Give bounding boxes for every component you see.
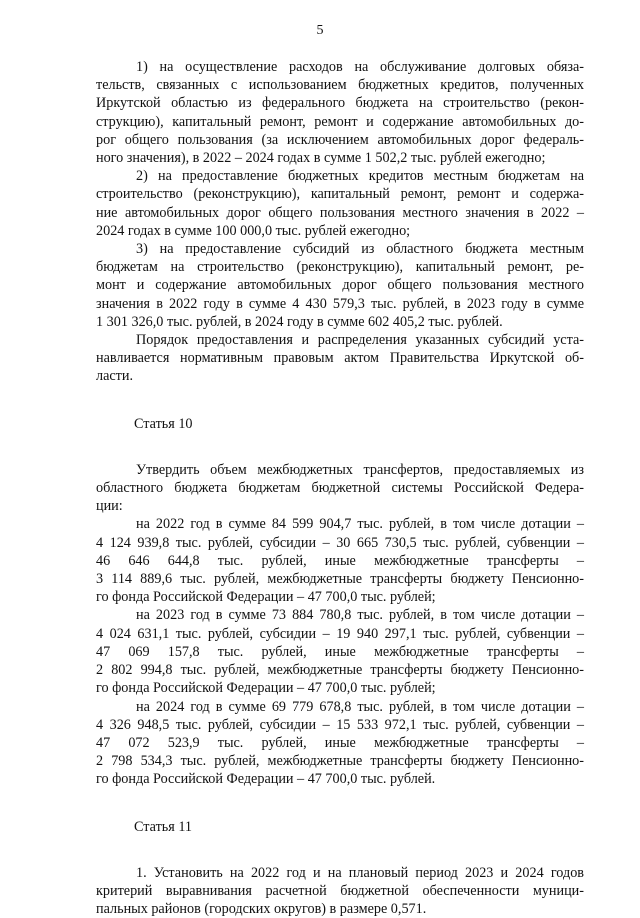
- text-line: 47 072 523,9 тыс. рублей, иные межбюджетные трансферты –: [96, 734, 584, 751]
- paragraph-equalization-criterion: [96, 864, 584, 918]
- text-line: Порядок предоставления и распределения указанных субсидий уста-: [136, 332, 584, 349]
- text-line: 3) на предоставление субсидий из областного бюджета местным: [136, 241, 584, 258]
- text-line: 2024 годах в сумме 100 000,0 тыс. рублей ежегодно;: [96, 222, 411, 239]
- page-number: 5: [316, 23, 324, 38]
- text-line: Иркутской областью из федерального бюджета на строительство (рекон-: [96, 95, 584, 112]
- text-line: 2 802 994,8 тыс. рублей, межбюджетные трансферты бюджету Пенсионно-: [96, 662, 584, 679]
- text-line: 4 024 631,1 тыс. рублей, субсидии – 19 940 297,1 тыс. рублей, субвенции –: [96, 625, 584, 642]
- paragraph-transfers-2024: [96, 698, 584, 789]
- text-line: го фонда Российской Федерации – 47 700,0 тыс. рублей.: [96, 771, 436, 788]
- text-line: 47 069 157,8 тыс. рублей, иные межбюджетные трансферты –: [96, 643, 584, 660]
- text-line: 4 124 939,8 тыс. рублей, субсидии – 30 665 730,5 тыс. рублей, субвенции –: [96, 534, 584, 551]
- text-line: ного значения), в 2022 – 2024 годах в сумме 1 502,2 тыс. рублей ежегодно;: [96, 150, 546, 167]
- text-line: бюджетам на строительство (реконструкцию), капитальный ремонт, ре-: [96, 259, 584, 276]
- text-line: 2 798 534,3 тыс. рублей, межбюджетные трансферты бюджету Пенсионно-: [96, 753, 584, 770]
- text-line: на 2023 год в сумме 73 884 780,8 тыс. рублей, в том числе дотации –: [136, 607, 584, 624]
- article-10-heading: Статья 10: [134, 415, 193, 432]
- text-line: 3 114 889,6 тыс. рублей, межбюджетные трансферты бюджету Пенсионно-: [96, 571, 584, 588]
- text-line: 2) на предоставление бюджетных кредитов местным бюджетам на: [136, 168, 584, 185]
- text-line: на 2022 год в сумме 84 599 904,7 тыс. рублей, в том числе дотации –: [136, 516, 584, 533]
- text-line: ние автомобильных дорог общего пользования местного значения в 2022 –: [96, 204, 584, 221]
- text-line: строительство (реконструкцию), капитальный ремонт, ремонт и содержа-: [96, 186, 584, 203]
- paragraph-procedure: [96, 331, 584, 386]
- document-body: [96, 58, 584, 918]
- paragraph-transfers-intro: [96, 461, 584, 516]
- paragraph-budget-credits: [96, 167, 584, 240]
- text-line: тельств, связанных с использованием бюджетных кредитов, полученных: [96, 77, 584, 94]
- text-line: навливается нормативным правовым актом Правительства Иркутской об-: [96, 350, 584, 367]
- text-line: 4 326 948,5 тыс. рублей, субсидии – 15 533 972,1 тыс. рублей, субвенции –: [96, 716, 584, 733]
- text-line: монт и содержание автомобильных дорог общего пользования местного: [96, 277, 584, 294]
- text-line: 1) на осуществление расходов на обслуживание долговых обяза-: [136, 59, 584, 75]
- text-line: 1. Установить на 2022 год и на плановый период 2023 и 2024 годов: [136, 864, 584, 881]
- text-line: Утвердить объем межбюджетных трансфертов, предоставляемых из: [136, 461, 584, 478]
- article-11-heading: Статья 11: [134, 818, 192, 835]
- text-line: го фонда Российской Федерации – 47 700,0 тыс. рублей;: [96, 680, 436, 697]
- paragraph-transfers-2023: [96, 606, 584, 697]
- text-line: ции:: [96, 498, 123, 515]
- paragraph-transfers-2022: [96, 515, 584, 606]
- text-line: рог общего пользования (за исключением автомобильных дорог федераль-: [96, 131, 584, 148]
- text-line: на 2024 год в сумме 69 779 678,8 тыс. рублей, в том числе дотации –: [136, 698, 584, 715]
- text-line: струкцию), капитальный ремонт, ремонт и содержание автомобильных до-: [96, 113, 584, 130]
- paragraph-debt-service: [96, 58, 584, 167]
- text-line: значения в 2022 году в сумме 4 430 579,3 тыс. рублей, в 2023 году в сумме: [96, 295, 584, 312]
- text-line: пальных районов (городских округов) в размере 0,571.: [96, 901, 427, 918]
- text-line: областного бюджета бюджетам бюджетной системы Российской Федера-: [96, 480, 584, 497]
- text-line: ласти.: [96, 368, 134, 385]
- text-line: го фонда Российской Федерации – 47 700,0 тыс. рублей;: [96, 589, 436, 606]
- text-line: 1 301 326,0 тыс. рублей, в 2024 году в сумме 602 405,2 тыс. рублей.: [96, 313, 503, 330]
- text-line: 46 646 644,8 тыс. рублей, иные межбюджетные трансферты –: [96, 552, 584, 569]
- text-line: критерий выравнивания расчетной бюджетной обеспеченности муници-: [96, 882, 584, 899]
- paragraph-subsidies: [96, 240, 584, 331]
